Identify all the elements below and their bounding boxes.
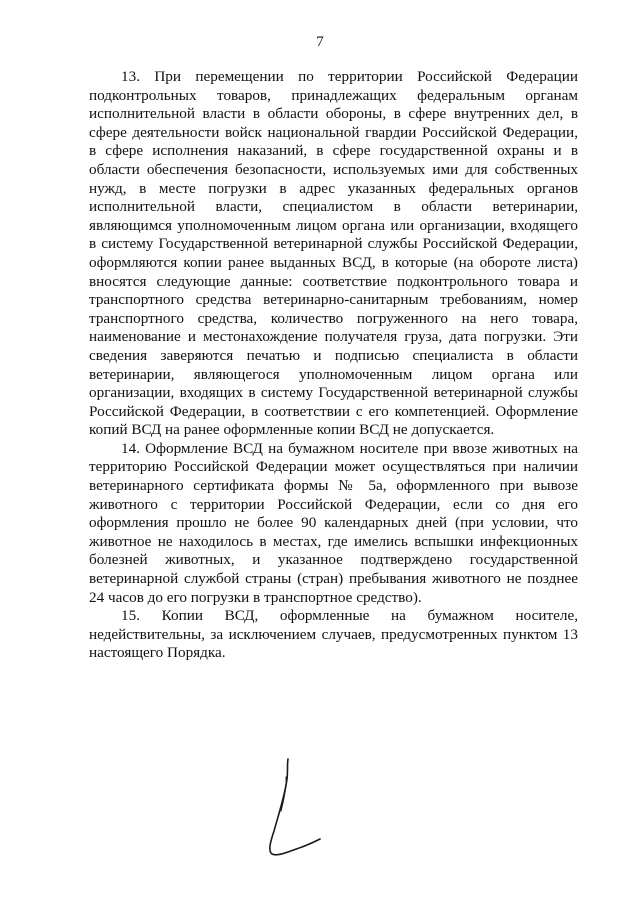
paragraph-14: 14. Оформление ВСД на бумажном носителе при ввозе животных на территорию Российской Федерации может осуществляться при наличии ветеринарного сертификата формы № 5а, оформленного при вывозе животного с территории Российской Федерации, если со дня его оформления прошло не более 90 календарных дней (при условии, что животное не находилось в местах, где имелись вспышки инфекционных болезней животных, и указанное подтверждено государственной ветеринарной службой страны (стран) пребывания животного не позднее 24 часов до его погрузки в транспортное средство). — [89, 439, 578, 606]
page-number: 7 — [316, 34, 324, 50]
paragraph-15: 15. Копии ВСД, оформленные на бумажном носителе, недействительны, за исключением случаев, предусмотренных пунктом 13 настоящего Порядка. — [89, 607, 578, 662]
signature-icon — [250, 755, 330, 865]
document-body — [89, 68, 578, 663]
paragraph-13: 13. При перемещении по территории Российской Федерации подконтрольных товаров, принадлежащих федеральным органам исполнительной власти в области обороны, в сфере внутренних дел, в сфере деятельности войск национальной гвардии Российской Федерации, в сфере исполнения наказаний, в сфере государственной охраны и в области обеспечения безопасности, используемых ими для собственных нужд, в месте погрузки в адрес указанных федеральных органов исполнительной власти, специалистом в области ветеринарии, являющимся уполномоченным лицом органа или организации, входящего в систему Государственной ветеринарной службы Российской Федерации, оформляются копии ранее выданных ВСД, в которые (на обороте листа) вносятся следующие данные: соответствие подконтрольного товара и транспортного средства ветеринарно-санитарным требованиям, номер транспортного средства, количество погруженного на него товара, наименование и местонахождение получателя груза, дата погрузки. Эти сведения заверяются печатью и подписью специалиста в области ветеринарии, являющегося уполномоченным лицом органа или организации, входящих в систему Государственной ветеринарной службы Российской Федерации, в соответствии с его компетенцией. Оформление копий ВСД на ранее оформленные копии ВСД не допускается. — [89, 68, 578, 439]
